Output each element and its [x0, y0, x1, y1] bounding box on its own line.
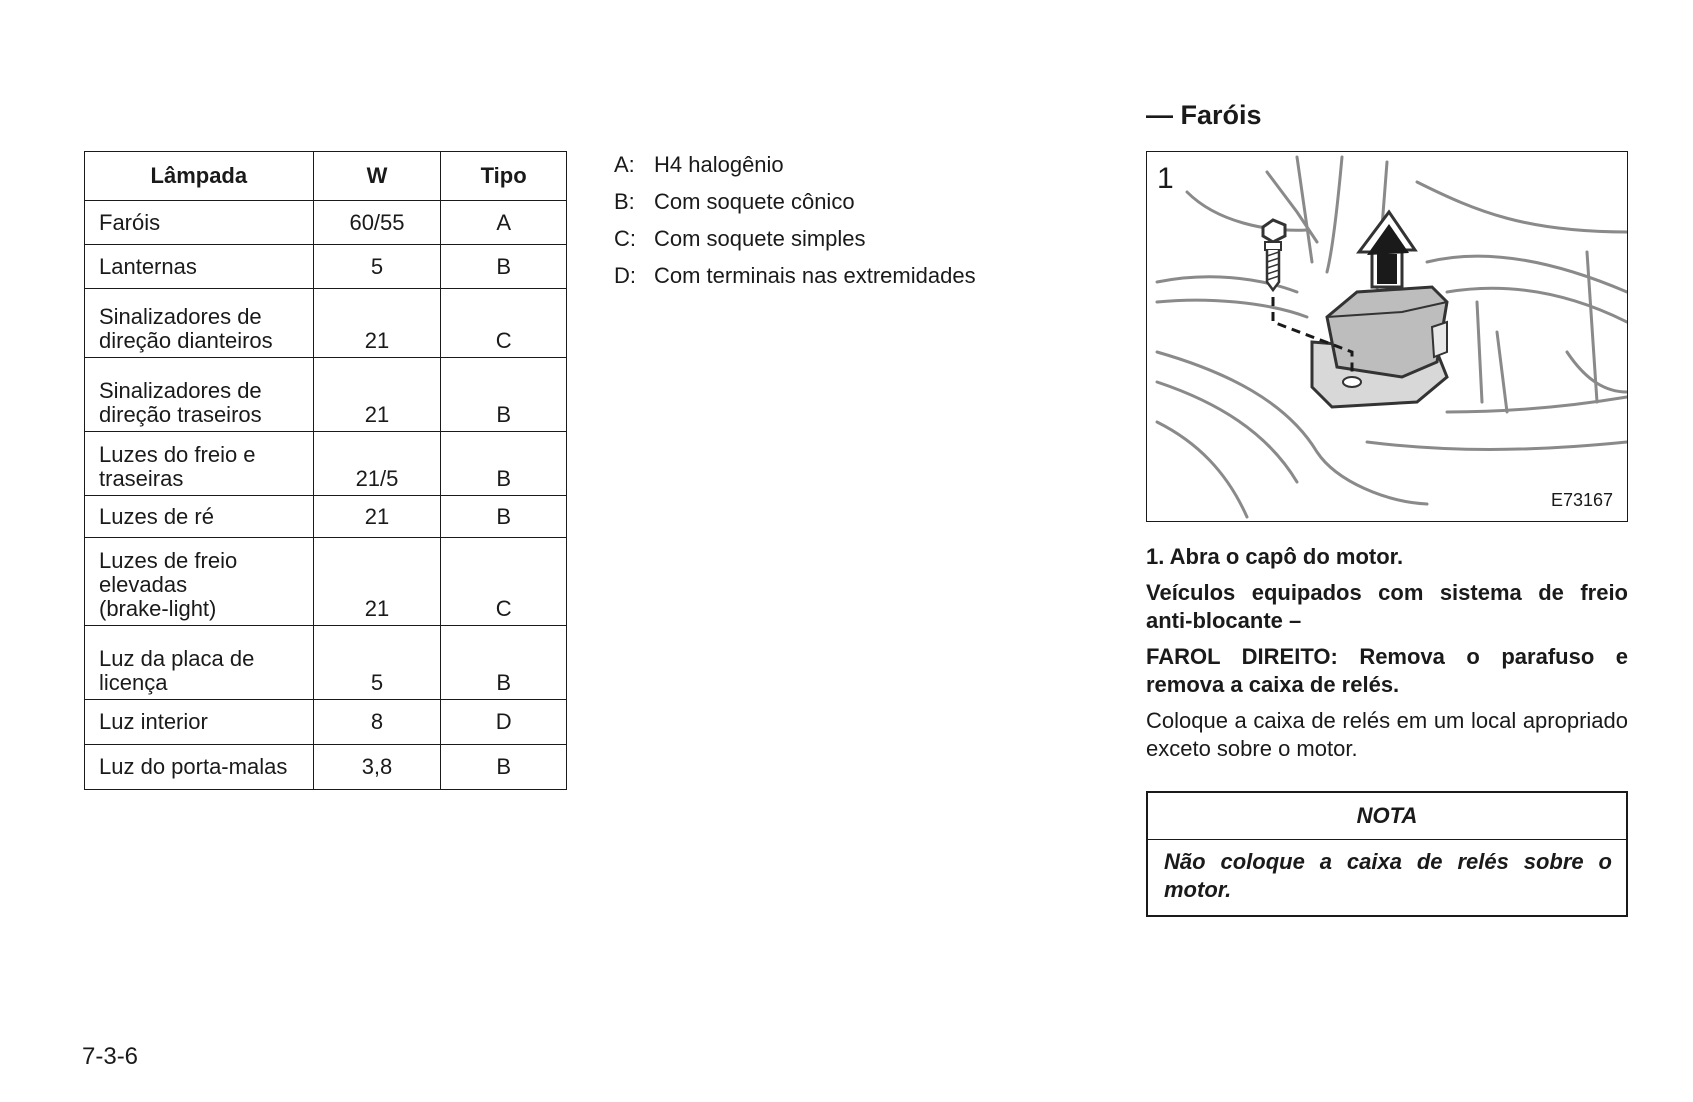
legend-text: Com soquete simples [654, 225, 866, 251]
table-row [85, 538, 567, 626]
tipo-cell: A [441, 201, 567, 245]
figure-number: 1 [1157, 162, 1174, 195]
legend-key: B: [614, 188, 635, 214]
lamp-cell: Sinalizadores de direção dianteiros [85, 289, 314, 358]
legend-text: Com terminais nas extremidades [654, 262, 976, 288]
tipo-cell: B [441, 432, 567, 496]
table-row [85, 201, 567, 245]
table-header-row [85, 152, 567, 201]
legend-key: C: [614, 225, 636, 251]
lamp-cell: Luzes de ré [85, 496, 314, 538]
watt-cell: 21 [313, 496, 441, 538]
tipo-cell: B [441, 496, 567, 538]
lamp-cell: Luz interior [85, 700, 314, 745]
legend-item [614, 146, 976, 183]
tipo-cell: C [441, 538, 567, 626]
table-row [85, 245, 567, 289]
lamp-cell: Lanternas [85, 245, 314, 289]
legend-text: H4 halogênio [654, 151, 784, 177]
lamp-cell: Luz da placa de licença [85, 626, 314, 700]
bulb-table [84, 151, 567, 790]
lamp-cell: Luzes de freio elevadas (brake-light) [85, 538, 314, 626]
note-box [1146, 791, 1628, 917]
bulb-type-legend [614, 146, 976, 294]
column-header-tipo: Tipo [441, 152, 567, 201]
watt-cell: 21 [313, 538, 441, 626]
table-row [85, 289, 567, 358]
watt-cell: 5 [313, 626, 441, 700]
tipo-cell: B [441, 745, 567, 790]
table-row [85, 745, 567, 790]
column-header-lamp: Lâmpada [85, 152, 314, 201]
lamp-cell: Sinalizadores de direção traseiros [85, 358, 314, 432]
table-row [85, 700, 567, 745]
tipo-cell: B [441, 358, 567, 432]
instructions [1146, 543, 1628, 771]
lamp-cell: Luzes do freio e traseiras [85, 432, 314, 496]
watt-cell: 21/5 [313, 432, 441, 496]
legend-key: A: [614, 151, 635, 177]
watt-cell: 3,8 [313, 745, 441, 790]
page-number: 7-3-6 [82, 1043, 139, 1070]
tipo-cell: B [441, 626, 567, 700]
table-row [85, 358, 567, 432]
legend-item [614, 183, 976, 220]
table-row [85, 496, 567, 538]
legend-key: D: [614, 262, 636, 288]
lamp-cell: Faróis [85, 201, 314, 245]
note-title: NOTA [1148, 793, 1626, 840]
note-text: Não coloque a caixa de relés sobre o motor. [1164, 849, 1612, 902]
engine-bay-drawing [1147, 152, 1628, 522]
relay-box-illustration [1146, 151, 1628, 522]
abs-heading: Veículos equipados com sistema de freio anti-blocante – [1146, 580, 1628, 633]
tipo-cell: C [441, 289, 567, 358]
legend-text: Com soquete cônico [654, 188, 855, 214]
watt-cell: 5 [313, 245, 441, 289]
watt-cell: 8 [313, 700, 441, 745]
section-title: — Faróis [1146, 100, 1262, 130]
right-headlight-instruction: FAROL DIREITO: Remova o parafuso e remova a caixa de relés. [1146, 644, 1628, 697]
watt-cell: 21 [313, 289, 441, 358]
tipo-cell: D [441, 700, 567, 745]
watt-cell: 21 [313, 358, 441, 432]
lamp-cell: Luz do porta-malas [85, 745, 314, 790]
column-header-w: W [313, 152, 441, 201]
step-1-text: 1. Abra o capô do motor. [1146, 544, 1404, 569]
watt-cell: 60/55 [313, 201, 441, 245]
tipo-cell: B [441, 245, 567, 289]
table-row [85, 626, 567, 700]
table-row [85, 432, 567, 496]
relay-placement-text: Coloque a caixa de relés em um local apropriado exceto sobre o motor. [1146, 708, 1628, 761]
figure-code: E73167 [1550, 490, 1613, 510]
legend-item [614, 220, 976, 257]
legend-item [614, 257, 976, 294]
